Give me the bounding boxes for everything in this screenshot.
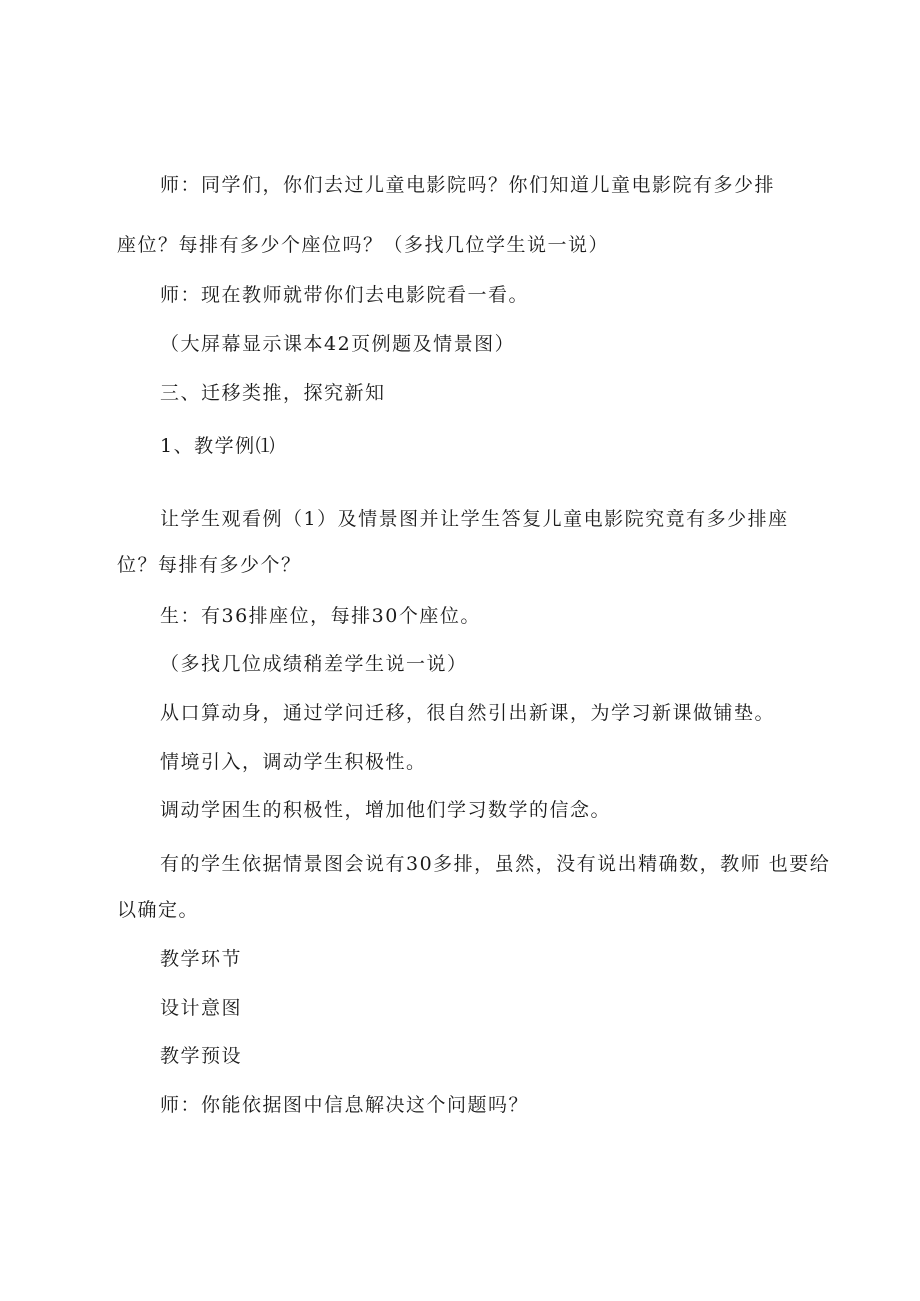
paragraph-design-intent-3: 调动学困生的积极性，增加他们学习数学的信念。 <box>160 799 612 821</box>
paragraph-estimate-line1: 有的学生依据情景图会说有30多排，虽然，没有说出精确数，教师 也要给 <box>160 853 831 875</box>
subsection-heading: 1、教学例⑴ <box>160 435 277 457</box>
label-teaching-step: 教学环节 <box>160 948 243 970</box>
paragraph-screen-note: （大屏幕显示课本42页例题及情景图） <box>160 333 516 355</box>
paragraph-design-intent-1: 从口算动身，通过学问迁移，很自然引出新课，为学习新课做铺垫。 <box>160 702 776 724</box>
paragraph-more-students: （多找几位成绩稍差学生说一说） <box>160 653 468 675</box>
paragraph-teacher-question-line1: 师：同学们，你们去过儿童电影院吗？你们知道儿童电影院有多少排 <box>160 174 776 196</box>
paragraph-observe-line2: 位？每排有多少个？ <box>117 554 302 576</box>
paragraph-observe-line1: 让学生观看例（1）及情景图并让学生答复儿童电影院究竟有多少排座 <box>160 508 789 530</box>
paragraph-teacher-final-question: 师：你能依据图中信息解决这个问题吗？ <box>160 1094 530 1116</box>
paragraph-teacher-question-line2: 座位？每排有多少个座位吗？（多找几位学生说一说） <box>117 234 610 256</box>
paragraph-student-answer: 生：有36排座位，每排30个座位。 <box>160 605 481 627</box>
paragraph-design-intent-2: 情境引入，调动学生积极性。 <box>160 751 427 773</box>
label-design-intent: 设计意图 <box>160 997 243 1019</box>
paragraph-estimate-line2: 以确定。 <box>117 899 200 921</box>
label-teaching-preset: 教学预设 <box>160 1045 243 1067</box>
paragraph-teacher-cinema: 师：现在教师就带你们去电影院看一看。 <box>160 284 530 306</box>
section-heading: 三、迁移类推，探究新知 <box>160 382 386 404</box>
